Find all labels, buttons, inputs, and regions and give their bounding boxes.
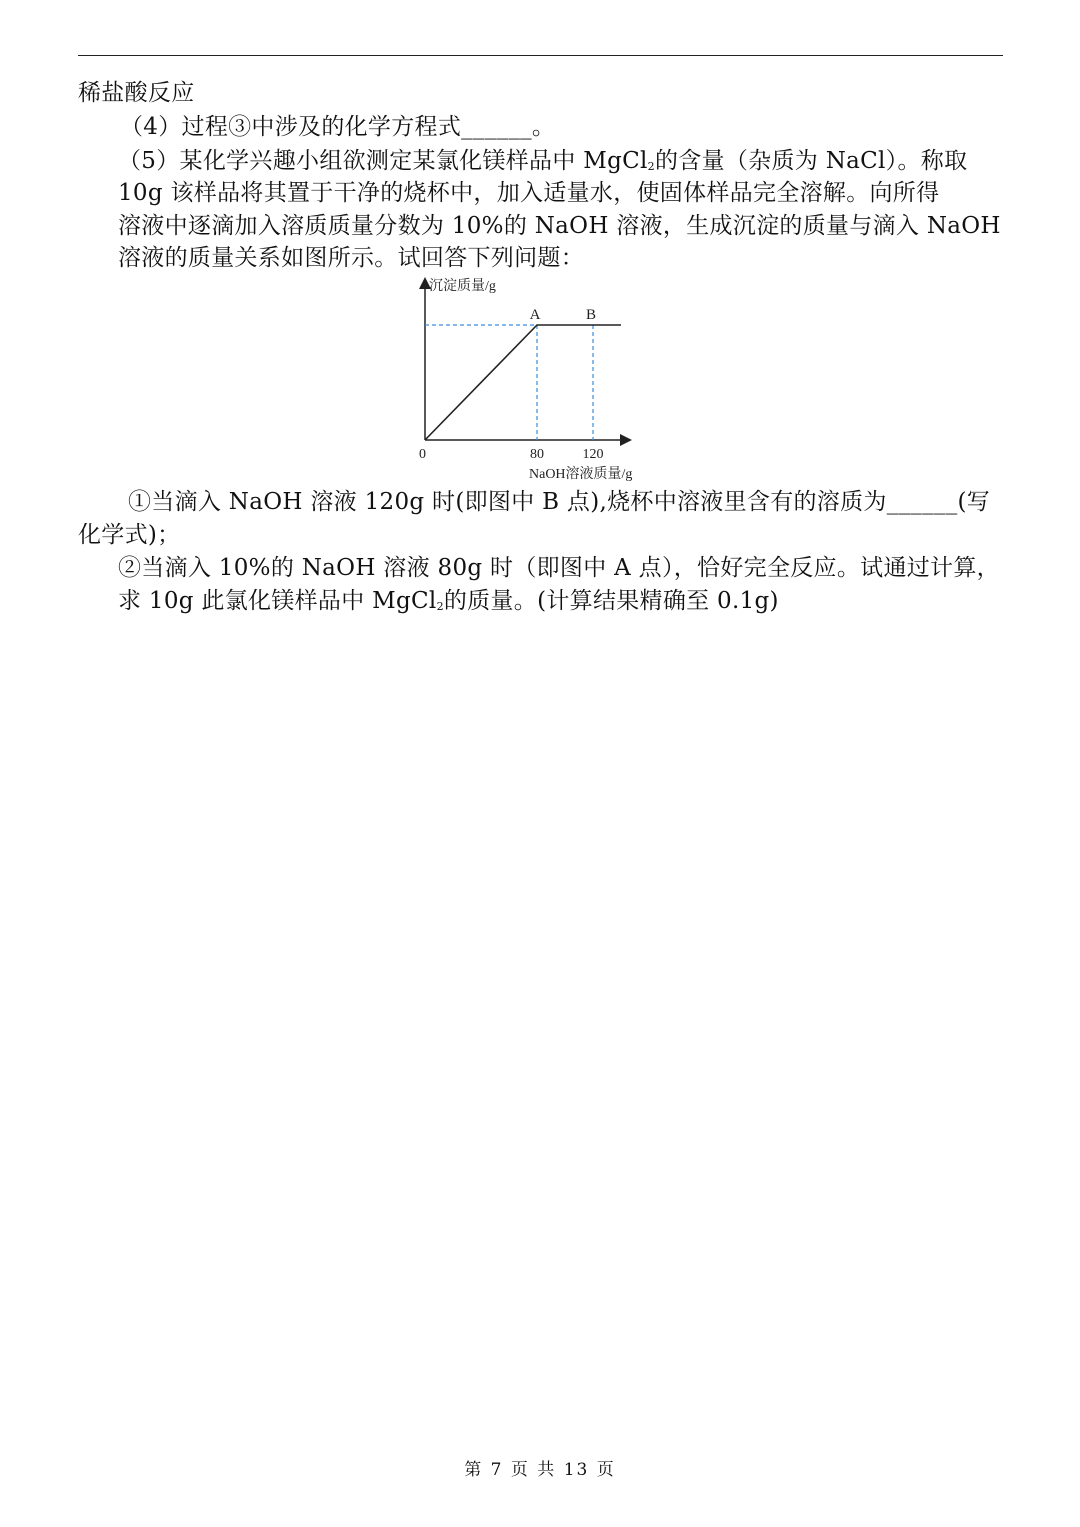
x-tick-label: 80 bbox=[530, 447, 544, 462]
x-tick-label: 120 bbox=[582, 447, 604, 462]
precipitate-chart bbox=[405, 272, 665, 484]
text-line: 10g 该样品将其置于干净的烧杯中，加入适量水，使固体样品完全溶解。向所得 bbox=[118, 180, 940, 206]
point-label: B bbox=[585, 307, 597, 323]
series-line bbox=[425, 325, 621, 440]
subscript: 2 bbox=[436, 600, 444, 613]
y-axis-label: 沉淀质量/g bbox=[429, 279, 496, 294]
question-4: （4）过程③中涉及的化学方程式______。 bbox=[120, 114, 556, 140]
text-line: 溶液中逐滴加入溶质质量分数为 10%的 NaOH 溶液，生成沉淀的质量与滴入 NaOH bbox=[118, 213, 1001, 239]
text-line: 化学式)； bbox=[78, 522, 181, 548]
origin-label: 0 bbox=[419, 447, 426, 462]
text-span: 的质量。(计算结果精确至 0.1g) bbox=[443, 588, 779, 614]
page-footer: 第 7 页 共 13 页 bbox=[464, 1460, 616, 1480]
sub-question-2: ②当滴入 10%的 NaOH 溶液 80g 时（即图中 A 点），恰好完全反应。试通过计算， bbox=[118, 555, 1000, 581]
text-line: 溶液的质量关系如图所示。试回答下列问题： bbox=[118, 245, 584, 271]
header-rule bbox=[78, 55, 1003, 56]
text-span: （5）某化学兴趣小组欲测定某氯化镁样品中 MgCl bbox=[118, 148, 648, 174]
sub-question-1: ①当滴入 NaOH 溶液 120g 时(即图中 B 点),烧杯中溶液里含有的溶质为______(写 bbox=[128, 489, 991, 515]
x-axis-label: NaOH溶液质量/g bbox=[529, 467, 633, 482]
text-span: 的含量（杂质为 NaCl）。称取 bbox=[654, 148, 968, 174]
subscript: 2 bbox=[647, 160, 655, 173]
text-span: 求 10g 此氯化镁样品中 MgCl bbox=[118, 588, 437, 614]
point-label: A bbox=[529, 307, 541, 323]
text-line: 稀盐酸反应 bbox=[78, 80, 195, 106]
question-5 bbox=[118, 146, 967, 182]
text-line bbox=[118, 586, 779, 622]
